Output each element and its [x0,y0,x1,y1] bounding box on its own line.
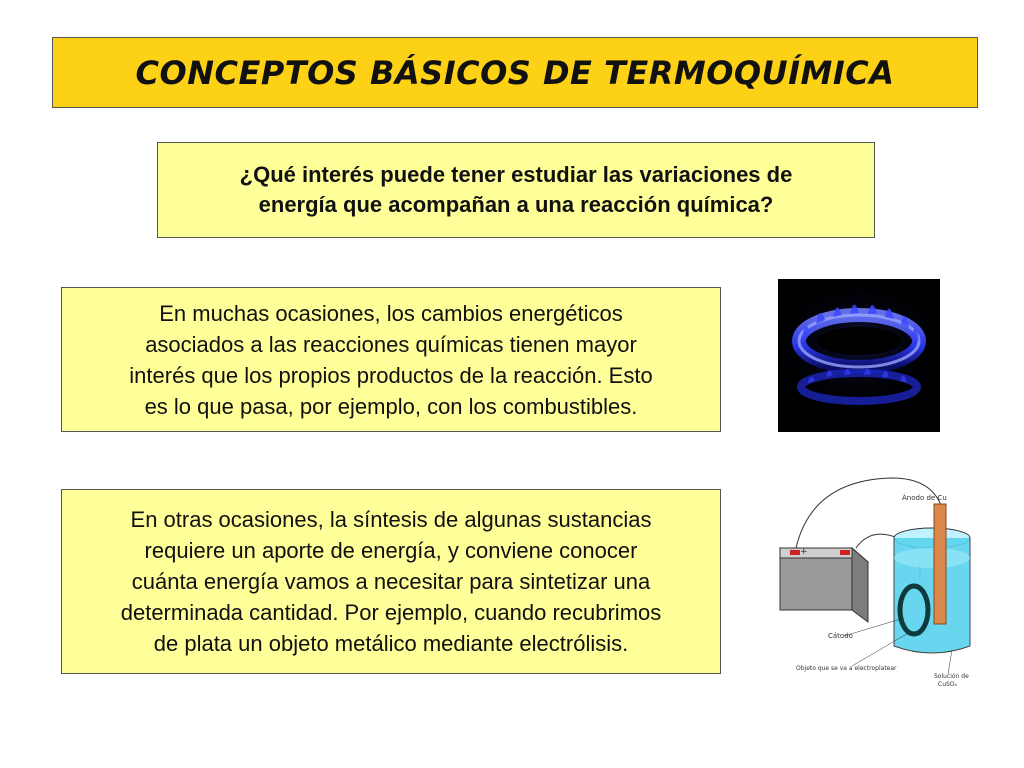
title-banner [52,37,978,108]
question-line-1: ¿Qué interés puede tener estudiar las variaciones de [239,162,793,187]
electrolisis-paragraph-box [61,489,721,674]
paragraph-line: asociados a las reacciones químicas tienen mayor [145,331,637,357]
combustibles-paragraph [129,298,652,422]
paragraph-line: requiere un aporte de energía, y conviene conocer [144,538,638,563]
anode-label: Ánodo de Cu [902,494,947,502]
paragraph-line: es lo que pasa, por ejemplo, con los combustibles. [144,393,638,419]
object-label: Objeto que se va a electroplatear [796,665,897,672]
question-text [240,160,793,220]
paragraph-line: En muchas ocasiones, los cambios energéticos [159,300,623,326]
page-title: CONCEPTOS BÁSICOS DE TERMOQUÍMICA [135,53,895,92]
paragraph-line: cuánta energía vamos a necesitar para sintetizar una [131,569,651,594]
solution-label-2: CuSO₄ [938,681,957,688]
question-box [157,142,875,238]
gas-flame-icon [778,279,940,432]
cathode-label: Cátodo [828,632,853,640]
paragraph-line: En otras ocasiones, la síntesis de algunas sustancias [130,507,652,532]
electrolisis-paragraph [121,504,662,659]
paragraph-line: determinada cantidad. Por ejemplo, cuando recubrimos [120,600,662,625]
electrolysis-cell-icon [772,470,992,695]
question-line-2: energía que acompañan a una reacción química? [258,192,774,217]
paragraph-line: interés que los propios productos de la reacción. Esto [129,362,653,388]
plus-sign: + [800,547,808,557]
combustibles-paragraph-box [61,287,721,432]
paragraph-line: de plata un objeto metálico mediante electrólisis. [153,631,629,656]
solution-label-1: Solución de [934,673,969,680]
